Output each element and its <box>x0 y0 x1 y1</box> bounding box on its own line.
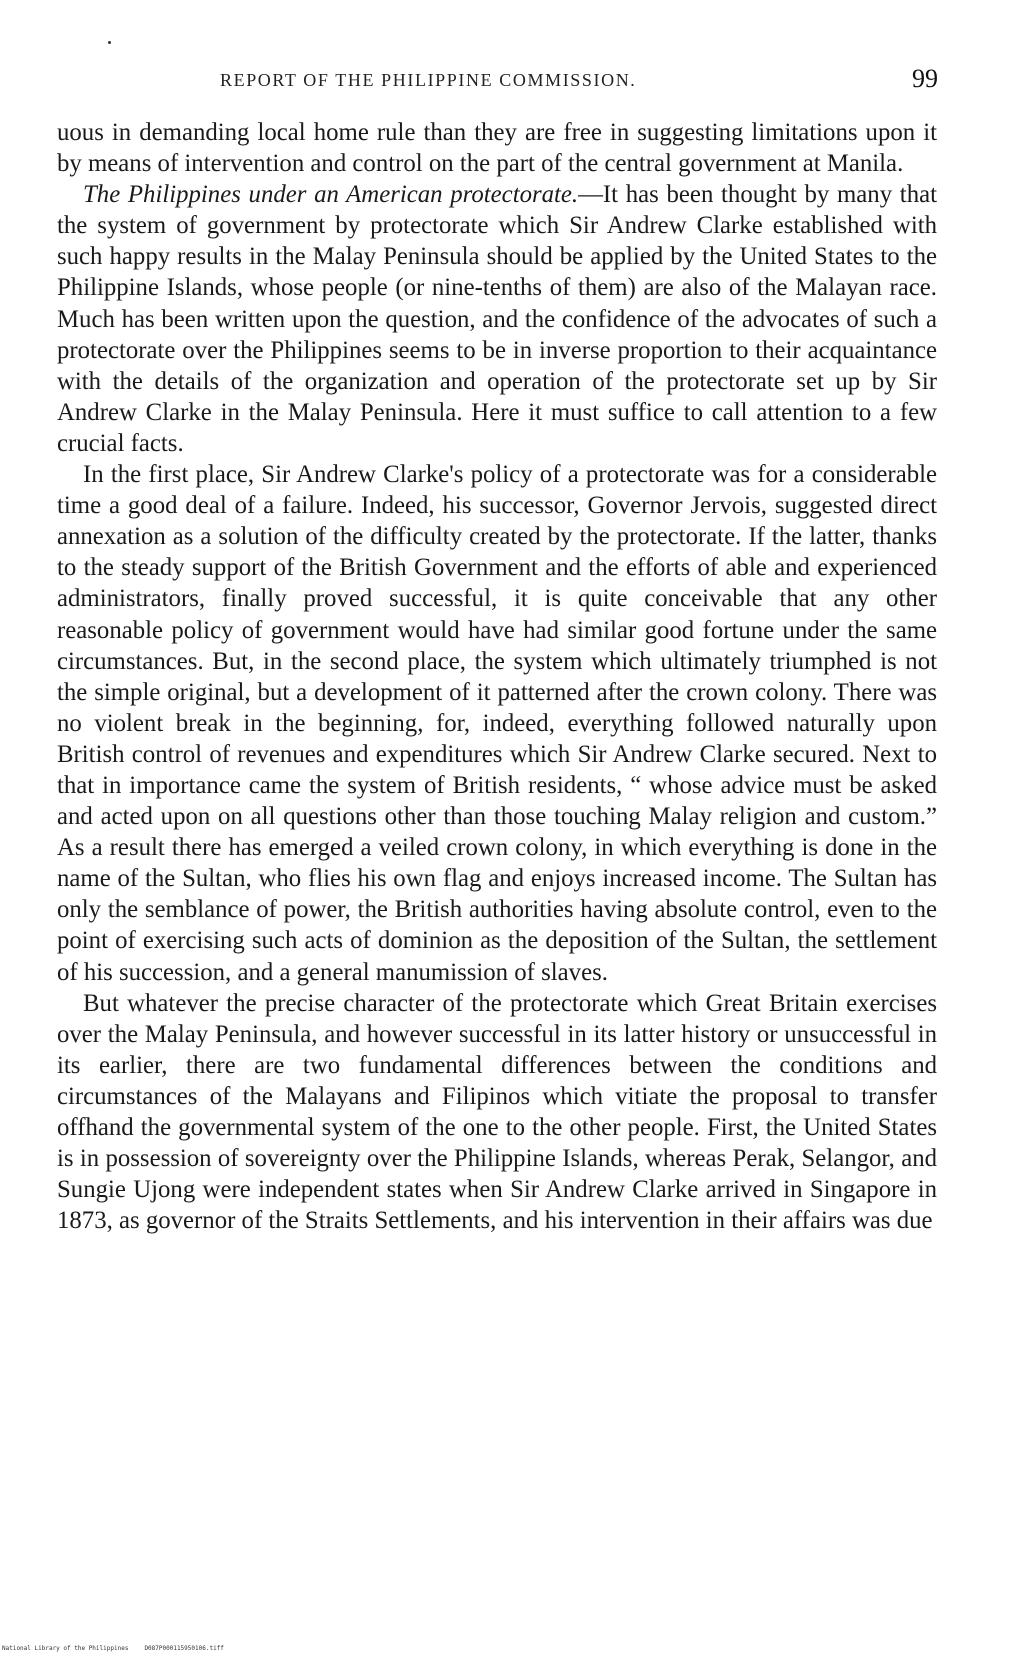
paragraph-sidehead: The Philippines under an American protectorate. <box>83 181 579 209</box>
paragraph-first-place <box>57 459 937 988</box>
paragraph-protectorate <box>57 179 937 459</box>
scan-speck <box>108 41 111 44</box>
page-number: 99 <box>912 64 938 93</box>
paragraph-text: uous in demanding local home rule than they are free in suggesting limitations upon it by means of intervention and control on the part of the central government at Manila. <box>57 119 937 178</box>
paragraph-differences <box>57 988 937 1237</box>
paragraph-continuation <box>57 117 937 179</box>
page-header <box>200 64 938 98</box>
footer-file: D087P000115950106.tiff <box>144 1645 224 1652</box>
body-text <box>57 117 937 1236</box>
scan-footer <box>2 1645 224 1652</box>
paragraph-text: —It has been thought by many that the system of government by protectorate which Sir Andrew Clarke established with such happy results in the Malay Peninsula should be applied by the United States to the Philippine Islands, whose people (or nine-tenths of them) are also of the Malayan race. Much has been written upon the question, and the confidence of the advocates of such a protectorate over the Philippines seems to be in inverse proportion to their acquaintance with the details of the organization and operation of the protectorate set up by Sir Andrew Clarke in the Malay Peninsula. Here it must suffice to call attention to a few crucial facts. <box>57 181 937 457</box>
paragraph-text: In the first place, Sir Andrew Clarke's policy of a protectorate was for a considerable time a good deal of a failure. Indeed, his successor, Governor Jervois, suggested direct annexation as a solution of the difficulty created by the protectorate. If the latter, thanks to the steady support of the British Government and the efforts of able and experienced administrators, finally proved successful, it is quite conceivable that any other reasonable policy of government would have had similar good fortune under the same circumstances. But, in the second place, the system which ultimately triumphed is not the simple original, but a development of it patterned after the crown colony. There was no violent break in the beginning, for, indeed, everything followed naturally upon British control of revenues and expenditures which Sir Andrew Clarke secured. Next to that in importance came the system of British residents, “ whose advice must be asked and acted upon on all questions other than those touching Malay religion and custom.” As a result there has emerged a veiled crown colony, in which everything is done in the name of the Sultan, who flies his own flag and enjoys increased income. The Sultan has only the semblance of power, the British authorities having absolute control, even to the point of exercising such acts of dominion as the deposition of the Sultan, the settlement of his succession, and a general manumission of slaves. <box>57 461 937 986</box>
running-title: REPORT OF THE PHILIPPINE COMMISSION. <box>220 70 637 90</box>
footer-library: National Library of the Philippines <box>2 1645 129 1652</box>
paragraph-text: But whatever the precise character of the protectorate which Great Britain exercises over the Malay Peninsula, and however successful in its latter history or unsuccessful in its earlier, there are two fundamental differences between the conditions and circumstances of the Malayans and Filipinos which vitiate the proposal to transfer offhand the governmental system of the one to the other people. First, the United States is in possession of sovereignty over the Philippine Islands, whereas Perak, Selangor, and Sungie Ujong were independent states when Sir Andrew Clarke arrived in Singapore in 1873, as governor of the Straits Settlements, and his intervention in their affairs was due <box>57 989 937 1235</box>
